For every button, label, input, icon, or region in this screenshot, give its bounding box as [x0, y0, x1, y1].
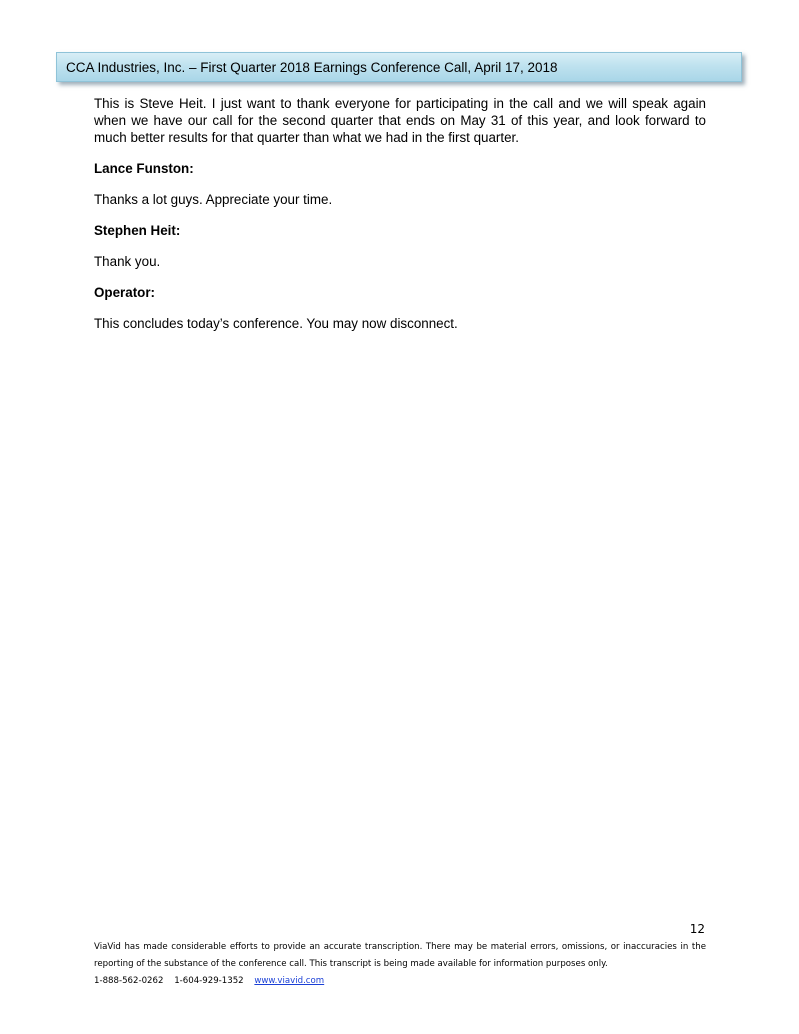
speaker-name: Lance Funston:: [94, 161, 194, 176]
footer-phone-tollfree: 1-888-562-0262: [94, 976, 164, 986]
transcript-paragraph: Thank you.: [94, 254, 161, 269]
page-number: 12: [689, 922, 705, 936]
transcript-paragraph: This concludes today’s conference. You may now disconnect.: [94, 316, 458, 331]
document-title: CCA Industries, Inc. – First Quarter 2018 Earnings Conference Call, April 17, 2018: [66, 60, 558, 75]
footer-phone-local: 1-604-929-1352: [174, 976, 244, 986]
header-banner: [56, 52, 742, 82]
footer-website-link[interactable]: www.viavid.com: [254, 976, 325, 986]
speaker-name: Stephen Heit:: [94, 223, 181, 238]
transcript-paragraph: This is Steve Heit. I just want to thank everyone for participating in the call and we will speak again when we have our call for the second quarter that ends on May 31 of this year, and look forward to much better results for that quarter than what we had in the first quarter.: [94, 96, 706, 145]
transcript-paragraph: Thanks a lot guys. Appreciate your time.: [94, 192, 333, 207]
footer-disclaimer: ViaVid has made considerable efforts to provide an accurate transcription. There may be material errors, omissions, or inaccuracies in the reporting of the substance of the conference call. This transcript is being made available for information purposes only.: [94, 942, 706, 969]
footer-contact: [94, 973, 706, 990]
transcript-body: [94, 95, 706, 346]
footer: [94, 939, 706, 990]
speaker-name: Operator:: [94, 285, 156, 300]
